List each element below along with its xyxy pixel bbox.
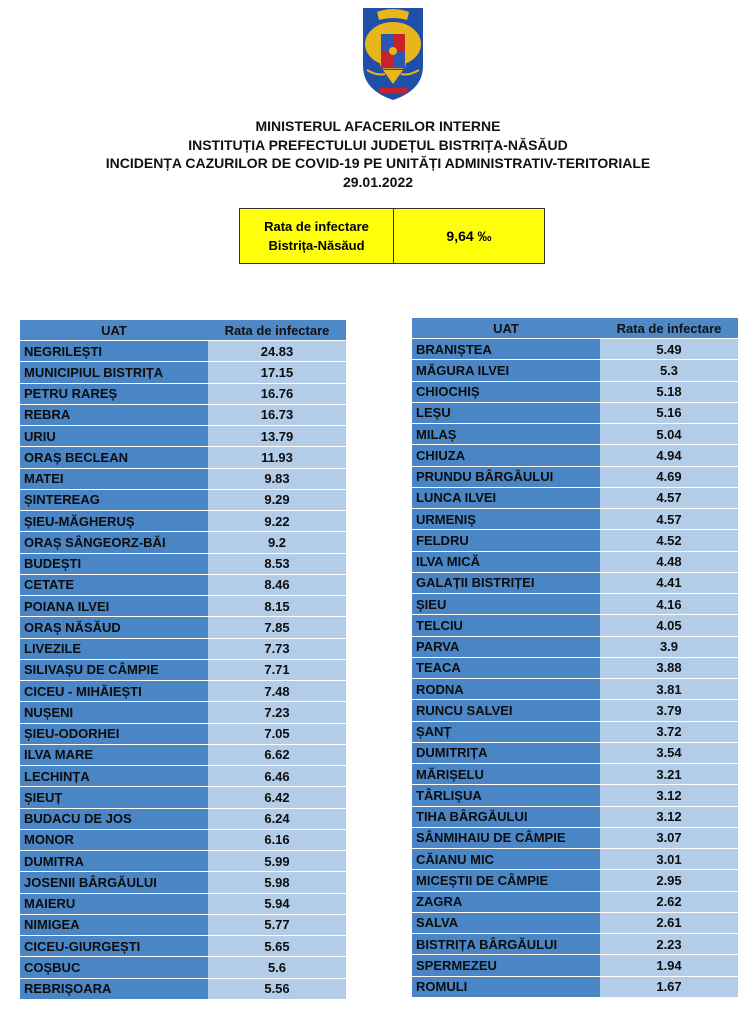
uat-name-cell: ILVA MICĂ [412, 551, 600, 572]
infection-rate-cell: 3.54 [600, 742, 738, 763]
uat-name-cell: TÂRLIȘUA [412, 785, 600, 806]
infection-rate-cell: 11.93 [208, 447, 346, 468]
table-row [412, 742, 738, 763]
uat-name-cell: LEȘU [412, 402, 600, 423]
uat-column-header: UAT [412, 318, 600, 339]
infection-rate-cell: 4.48 [600, 551, 738, 572]
table-row [412, 764, 738, 785]
rate-column-header: Rata de infectare [600, 318, 738, 339]
table-row [412, 955, 738, 976]
uat-name-cell: COȘBUC [20, 957, 208, 978]
uat-name-cell: LIVEZILE [20, 638, 208, 659]
table-row [412, 679, 738, 700]
infection-rate-cell: 3.9 [600, 636, 738, 657]
uat-name-cell: BISTRIȚA BÂRGĂULUI [412, 934, 600, 955]
uat-name-cell: CICEU-GIURGEȘTI [20, 936, 208, 957]
infection-rate-cell: 3.72 [600, 721, 738, 742]
table-row [20, 447, 346, 468]
uat-name-cell: NEGRILEȘTI [20, 341, 208, 362]
table-row [20, 659, 346, 680]
uat-name-cell: CICEU - MIHĂIEȘTI [20, 681, 208, 702]
uat-name-cell: ZAGRA [412, 891, 600, 912]
table-row [412, 594, 738, 615]
infection-rate-cell: 4.57 [600, 487, 738, 508]
table-row [20, 893, 346, 914]
table-row [20, 596, 346, 617]
infection-rate-cell: 4.94 [600, 445, 738, 466]
uat-name-cell: MICEȘTII DE CÂMPIE [412, 870, 600, 891]
table-row [412, 785, 738, 806]
table-row [412, 509, 738, 530]
uat-name-cell: JOSENII BÂRGĂULUI [20, 872, 208, 893]
uat-name-cell: LECHINȚA [20, 766, 208, 787]
uat-name-cell: POIANA ILVEI [20, 596, 208, 617]
uat-name-cell: MAIERU [20, 893, 208, 914]
institution-title: INSTITUȚIA PREFECTULUI JUDEȚUL BISTRIȚA-NĂSĂUD [188, 136, 568, 153]
uat-name-cell: SILIVAȘU DE CÂMPIE [20, 659, 208, 680]
report-title: INCIDENȚA CAZURILOR DE COVID-19 PE UNITĂȚI ADMINISTRATIV-TERITORIALE [105, 155, 651, 171]
table-row [20, 723, 346, 744]
table-row [412, 466, 738, 487]
infection-rate-cell: 4.41 [600, 572, 738, 593]
infection-rate-cell: 6.46 [208, 766, 346, 787]
table-header-row [20, 320, 346, 341]
infection-rate-cell: 6.42 [208, 787, 346, 808]
infection-rate-cell: 2.61 [600, 912, 738, 933]
infection-rate-cell: 17.15 [208, 362, 346, 383]
uat-name-cell: DUMITRIȚA [412, 742, 600, 763]
uat-name-cell: MĂRIȘELU [412, 764, 600, 785]
table-row [20, 681, 346, 702]
uat-name-cell: MILAȘ [412, 424, 600, 445]
infection-rate-cell: 3.12 [600, 785, 738, 806]
romania-coat-of-arms-icon [357, 4, 429, 102]
table-row [20, 617, 346, 638]
infection-rate-cell: 2.95 [600, 870, 738, 891]
uat-name-cell: GALAȚII BISTRIȚEI [412, 572, 600, 593]
infection-rate-cell: 5.94 [208, 893, 346, 914]
table-row [20, 362, 346, 383]
table-row [412, 572, 738, 593]
table-header-row [412, 318, 738, 339]
uat-name-cell: ILVA MARE [20, 744, 208, 765]
table-row [20, 638, 346, 659]
infection-rate-cell: 7.71 [208, 659, 346, 680]
uat-name-cell: REBRA [20, 404, 208, 425]
table-row [412, 976, 738, 997]
infection-rate-cell: 9.22 [208, 511, 346, 532]
table-row [412, 827, 738, 848]
uat-name-cell: URIU [20, 426, 208, 447]
uat-name-cell: REBRIȘOARA [20, 978, 208, 999]
infection-rate-cell: 2.62 [600, 891, 738, 912]
infection-rate-cell: 3.79 [600, 700, 738, 721]
infection-rate-cell: 5.3 [600, 360, 738, 381]
table-row [412, 806, 738, 827]
table-row [20, 872, 346, 893]
infection-rate-cell: 7.48 [208, 681, 346, 702]
table-row [20, 851, 346, 872]
table-row [20, 511, 346, 532]
uat-name-cell: FELDRU [412, 530, 600, 551]
uat-name-cell: LUNCA ILVEI [412, 487, 600, 508]
table-row [20, 383, 346, 404]
uat-name-cell: PRUNDU BÂRGĂULUI [412, 466, 600, 487]
table-row [20, 426, 346, 447]
infection-rate-cell: 5.77 [208, 914, 346, 935]
table-row [412, 360, 738, 381]
table-row [20, 766, 346, 787]
uat-name-cell: PARVA [412, 636, 600, 657]
uat-name-cell: BUDEȘTI [20, 553, 208, 574]
infection-rate-cell: 7.05 [208, 723, 346, 744]
table-row [20, 787, 346, 808]
uat-name-cell: ȘIEU [412, 594, 600, 615]
table-row [20, 936, 346, 957]
table-row [20, 532, 346, 553]
table-row [20, 978, 346, 999]
table-row [20, 404, 346, 425]
uat-name-cell: ȘIEU-MĂGHERUȘ [20, 511, 208, 532]
uat-name-cell: NIMIGEA [20, 914, 208, 935]
table-row [412, 339, 738, 360]
table-row [20, 914, 346, 935]
ministry-title: MINISTERUL AFACERILOR INTERNE [255, 118, 501, 134]
county-rate-value: 9,64 ‰ [446, 228, 492, 244]
infection-rate-cell: 7.85 [208, 617, 346, 638]
infection-rate-cell: 5.04 [600, 424, 738, 445]
table-row [20, 574, 346, 595]
uat-name-cell: ORAȘ NĂSĂUD [20, 617, 208, 638]
infection-rate-cell: 7.23 [208, 702, 346, 723]
table-row [20, 957, 346, 978]
infection-rate-cell: 8.15 [208, 596, 346, 617]
uat-name-cell: MONOR [20, 829, 208, 850]
uat-name-cell: CHIOCHIȘ [412, 381, 600, 402]
county-rate-label [240, 209, 394, 263]
rate-column-header: Rata de infectare [208, 320, 346, 341]
infection-rate-cell: 5.18 [600, 381, 738, 402]
table-row [20, 808, 346, 829]
infection-rate-cell: 2.23 [600, 934, 738, 955]
table-row [412, 700, 738, 721]
infection-rate-cell: 24.83 [208, 341, 346, 362]
infection-rate-cell: 5.99 [208, 851, 346, 872]
report-date: 29.01.2022 [342, 173, 414, 190]
table-row [412, 530, 738, 551]
table-row [412, 891, 738, 912]
uat-name-cell: CĂIANU MIC [412, 849, 600, 870]
county-rate-label-line1: Rata de infectare [264, 219, 369, 234]
uat-name-cell: ȘANȚ [412, 721, 600, 742]
table-row [412, 657, 738, 678]
uat-name-cell: RUNCU SALVEI [412, 700, 600, 721]
table-row [20, 702, 346, 723]
table-row [20, 553, 346, 574]
infection-rate-cell: 4.57 [600, 509, 738, 530]
infection-rate-cell: 4.16 [600, 594, 738, 615]
infection-rate-cell: 16.73 [208, 404, 346, 425]
uat-name-cell: PETRU RAREȘ [20, 383, 208, 404]
infection-rate-cell: 5.6 [208, 957, 346, 978]
infection-rate-cell: 3.12 [600, 806, 738, 827]
infection-rate-cell: 8.46 [208, 574, 346, 595]
infection-rate-cell: 7.73 [208, 638, 346, 659]
infection-rate-cell: 8.53 [208, 553, 346, 574]
uat-name-cell: ORAȘ BECLEAN [20, 447, 208, 468]
uat-name-cell: MUNICIPIUL BISTRIȚA [20, 362, 208, 383]
uat-name-cell: DUMITRA [20, 851, 208, 872]
table-row [412, 424, 738, 445]
infection-rate-cell: 3.88 [600, 657, 738, 678]
table-row [412, 636, 738, 657]
uat-name-cell: BRANIȘTEA [412, 339, 600, 360]
uat-name-cell: ȘINTEREAG [20, 489, 208, 510]
table-row [20, 468, 346, 489]
infection-rate-cell: 6.16 [208, 829, 346, 850]
uat-name-cell: CETATE [20, 574, 208, 595]
infection-rate-cell: 5.56 [208, 978, 346, 999]
table-row [412, 551, 738, 572]
table-row [20, 341, 346, 362]
uat-name-cell: ROMULI [412, 976, 600, 997]
infection-rate-cell: 9.2 [208, 532, 346, 553]
infection-rate-cell: 5.65 [208, 936, 346, 957]
infection-rate-cell: 6.24 [208, 808, 346, 829]
infection-rate-cell: 1.67 [600, 976, 738, 997]
uat-table-right [412, 318, 738, 998]
uat-name-cell: SALVA [412, 912, 600, 933]
table-row [20, 489, 346, 510]
uat-name-cell: ȘIEUȚ [20, 787, 208, 808]
uat-name-cell: URMENIȘ [412, 509, 600, 530]
infection-rate-cell: 3.21 [600, 764, 738, 785]
infection-rate-cell: 5.16 [600, 402, 738, 423]
uat-name-cell: TIHA BÂRGĂULUI [412, 806, 600, 827]
county-rate-label-line2: Bistrița-Năsăud [268, 238, 365, 253]
table-row [412, 402, 738, 423]
uat-name-cell: ORAȘ SÂNGEORZ-BĂI [20, 532, 208, 553]
infection-rate-cell: 6.62 [208, 744, 346, 765]
infection-rate-cell: 9.29 [208, 489, 346, 510]
infection-rate-cell: 3.07 [600, 827, 738, 848]
uat-name-cell: SPERMEZEU [412, 955, 600, 976]
infection-rate-cell: 3.01 [600, 849, 738, 870]
table-row [20, 744, 346, 765]
uat-name-cell: MĂGURA ILVEI [412, 360, 600, 381]
uat-name-cell: SÂNMIHAIU DE CÂMPIE [412, 827, 600, 848]
table-row [412, 721, 738, 742]
uat-name-cell: ȘIEU-ODORHEI [20, 723, 208, 744]
table-row [412, 381, 738, 402]
uat-table-right-body [412, 339, 738, 998]
uat-name-cell: TEACA [412, 657, 600, 678]
infection-rate-cell: 13.79 [208, 426, 346, 447]
infection-rate-cell: 5.98 [208, 872, 346, 893]
infection-rate-cell: 4.52 [600, 530, 738, 551]
table-row [412, 870, 738, 891]
table-row [412, 912, 738, 933]
uat-table-left-body [20, 341, 346, 1000]
table-row [412, 487, 738, 508]
uat-name-cell: TELCIU [412, 615, 600, 636]
table-row [412, 849, 738, 870]
uat-table-left [20, 320, 346, 1000]
infection-rate-cell: 1.94 [600, 955, 738, 976]
infection-rate-cell: 4.69 [600, 466, 738, 487]
uat-name-cell: MATEI [20, 468, 208, 489]
uat-name-cell: NUȘENI [20, 702, 208, 723]
infection-rate-cell: 9.83 [208, 468, 346, 489]
document-header [0, 117, 756, 191]
table-row [20, 829, 346, 850]
infection-rate-cell: 3.81 [600, 679, 738, 700]
table-row [412, 445, 738, 466]
uat-column-header: UAT [20, 320, 208, 341]
table-row [412, 615, 738, 636]
infection-rate-cell: 16.76 [208, 383, 346, 404]
uat-name-cell: RODNA [412, 679, 600, 700]
uat-name-cell: CHIUZA [412, 445, 600, 466]
infection-rate-cell: 4.05 [600, 615, 738, 636]
table-row [412, 934, 738, 955]
county-infection-rate-box [239, 208, 545, 264]
uat-name-cell: BUDACU DE JOS [20, 808, 208, 829]
infection-rate-cell: 5.49 [600, 339, 738, 360]
